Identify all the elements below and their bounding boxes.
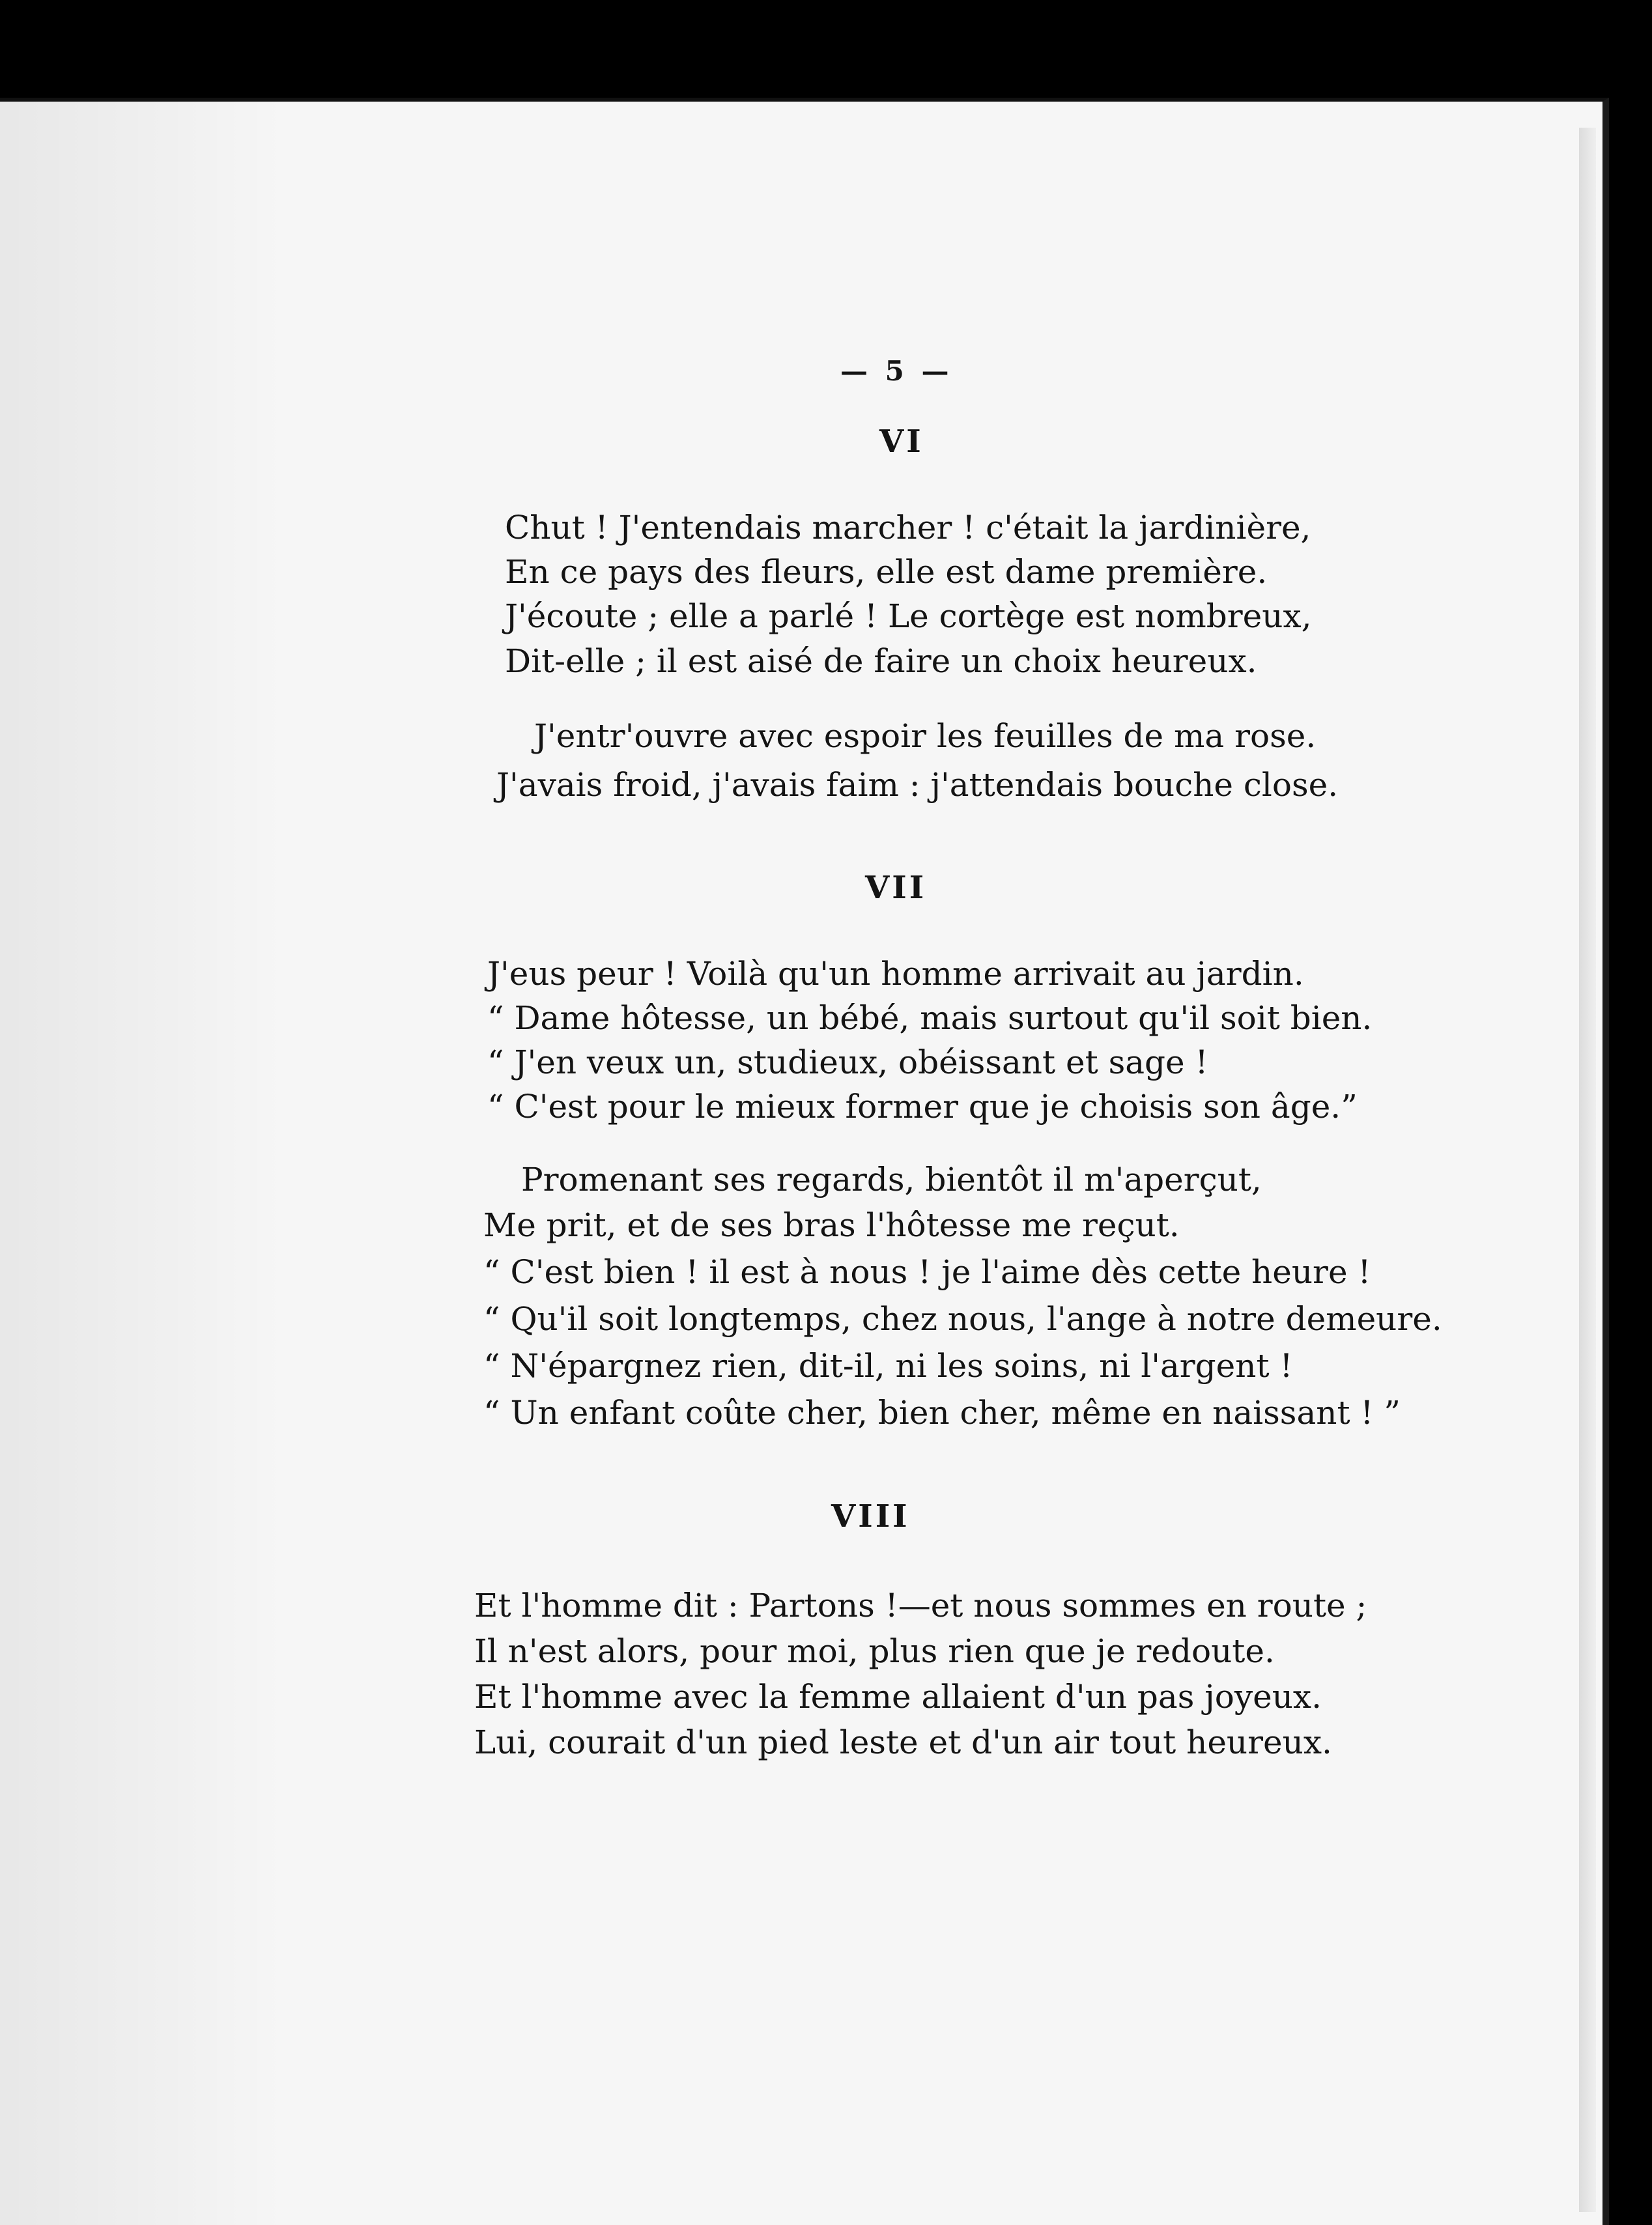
verse-line: J'entr'ouvre avec espoir les feuilles de ma rose.	[534, 717, 1317, 755]
verse-line: J'écoute ; elle a parlé ! Le cortège est nombreux,	[505, 597, 1312, 635]
verse-line: “ Qu'il soit longtemps, chez nous, l'ange à notre demeure.	[483, 1300, 1442, 1338]
verse-line: Dit-elle ; il est aisé de faire un choix heureux.	[505, 642, 1257, 680]
verse-line: J'avais froid, j'avais faim : j'attendais bouche close.	[496, 766, 1339, 804]
page-number: — 5 —	[840, 355, 953, 387]
section-heading-vi: VI	[879, 423, 924, 460]
verse-line: Me prit, et de ses bras l'hôtesse me reçut.	[483, 1206, 1180, 1244]
verse-line: Promenant ses regards, bientôt il m'aperçut,	[521, 1161, 1262, 1198]
verse-line: Lui, courait d'un pied leste et d'un air tout heureux.	[474, 1723, 1332, 1761]
verse-line: Il n'est alors, pour moi, plus rien que je redoute.	[474, 1632, 1275, 1670]
section-heading-vii: VII	[865, 870, 927, 906]
page-fold-shadow	[0, 102, 287, 2225]
verse-line: “ J'en veux un, studieux, obéissant et sage !	[487, 1043, 1208, 1081]
page-edge	[1579, 128, 1596, 2212]
verse-line: “ C'est bien ! il est à nous ! je l'aime dès cette heure !	[483, 1253, 1371, 1291]
verse-line: “ Un enfant coûte cher, bien cher, même en naissant ! ”	[483, 1394, 1401, 1432]
verse-line: En ce pays des fleurs, elle est dame première.	[505, 553, 1268, 591]
verse-line: “ N'épargnez rien, dit-il, ni les soins, ni l'argent !	[483, 1347, 1293, 1385]
verse-line: Et l'homme avec la femme allaient d'un pas joyeux.	[474, 1678, 1322, 1716]
verse-line: J'eus peur ! Voilà qu'un homme arrivait au jardin.	[487, 955, 1304, 993]
section-heading-viii: VIII	[831, 1498, 910, 1535]
verse-line: “ C'est pour le mieux former que je choisis son âge.”	[487, 1088, 1358, 1126]
verse-line: Et l'homme dit : Partons !—et nous sommes en route ;	[474, 1587, 1367, 1624]
verse-line: “ Dame hôtesse, un bébé, mais surtout qu'il soit bien.	[487, 999, 1373, 1037]
verse-line: Chut ! J'entendais marcher ! c'était la jardinière,	[505, 509, 1311, 546]
